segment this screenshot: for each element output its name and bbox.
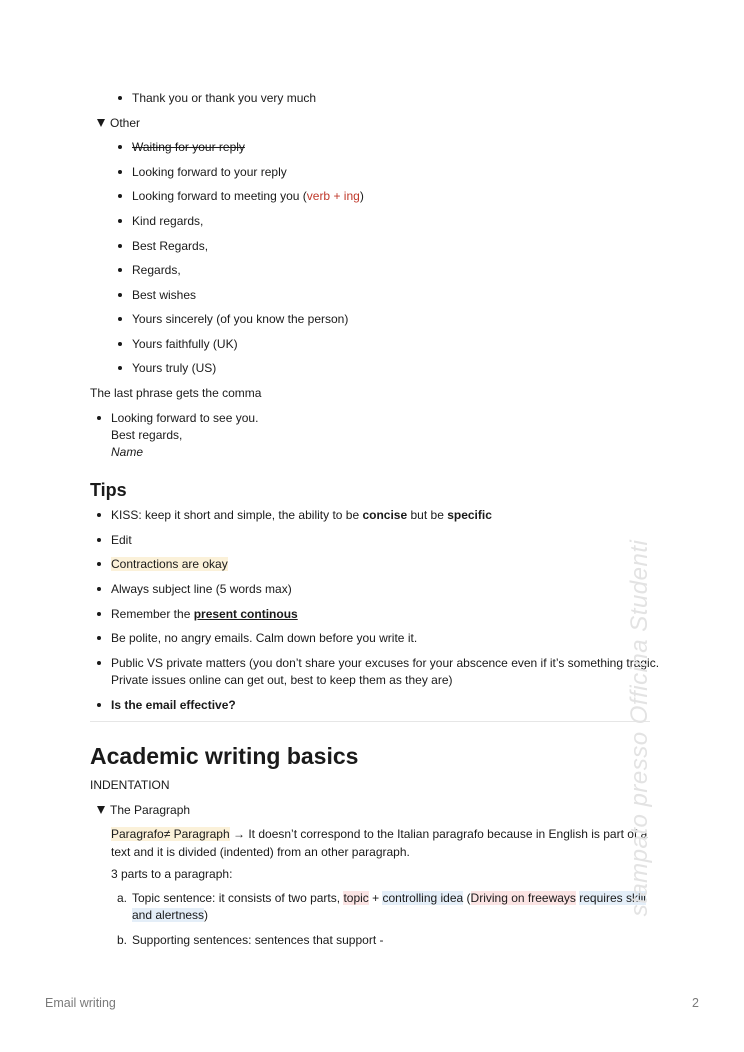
bold-text: specific [447,508,492,522]
text: → It doesn’t correspond to the Italian paragrafo because in English is part of a [229,827,648,841]
topic-highlight: topic [343,891,369,905]
triangle-down-icon[interactable] [97,806,105,814]
toggle-label: Other [110,116,141,130]
text: ) [204,908,209,922]
list-item-text: Waiting for your reply [132,140,245,154]
text: Edit [111,533,132,547]
toggle-other[interactable] [97,115,140,132]
text: Public VS private matters (you don’t share your excuses for your abscence even if it’s something tragic. [111,656,660,670]
list-item-text: Yours truly (US) [132,361,217,375]
list-item [111,581,292,598]
controlling-idea-highlight: and alertness [132,908,205,922]
paragraph-definition [111,825,647,861]
list-item-text: Looking forward to your reply [132,165,287,179]
example-line: Looking forward to see you. [111,411,259,425]
text: + [368,891,383,905]
list-item [111,630,417,647]
list-marker: b. [117,933,128,947]
list-item [111,655,659,689]
list-item [132,311,348,328]
numbered-item [132,932,384,949]
controlling-idea-highlight: controlling idea [382,891,464,905]
list-item [132,360,216,377]
parts-intro: 3 parts to a paragraph: [111,867,233,881]
watermark: stampato presso Officina Studenti [626,539,653,917]
text: ( [463,891,471,905]
highlighted-text: Contractions are okay [111,557,228,571]
verb-ing-note: verb + ing [306,189,360,203]
list-item [111,532,132,549]
highlighted-text: Paragrafo≠ Paragraph [111,827,230,841]
list-item [132,213,203,230]
toggle-paragraph[interactable] [97,802,190,819]
list-item-text: Yours sincerely (of you know the person) [132,312,349,326]
bold-underlined-text: present continous [193,607,298,621]
list-item-text: Regards, [132,263,181,277]
close-paren: ) [359,189,364,203]
list-item [111,507,492,524]
bold-text: Is the email effective? [111,698,236,712]
example-line: Name [111,445,144,459]
numbered-item [132,890,646,924]
bold-text: concise [362,508,408,522]
controlling-idea-highlight: requires skill [579,891,646,905]
list-item-text: Looking forward to meeting you ( [132,189,307,203]
toggle-label: The Paragraph [110,803,191,817]
text: Remember the [111,607,194,621]
list-item [132,287,196,304]
list-item [132,238,208,255]
divider [90,721,650,722]
list-item-text: Kind regards, [132,214,204,228]
footer-title: Email writing [45,996,116,1010]
tips-heading: Tips [90,480,127,500]
example-item [111,410,258,461]
triangle-down-icon[interactable] [97,119,105,127]
topic-highlight: Driving on freeways [470,891,576,905]
list-item [132,188,364,205]
list-item [111,697,236,714]
text: Supporting sentences: sentences that support - [132,933,384,947]
text: KISS: keep it short and simple, the ability to be [111,508,363,522]
list-item [111,556,228,573]
page-number: 2 [692,996,699,1010]
comma-note: The last phrase gets the comma [90,386,262,400]
list-item [132,164,287,181]
list-marker: a. [117,891,128,905]
text: Always subject line (5 words max) [111,582,292,596]
list-item-text: Thank you or thank you very much [132,91,317,105]
text: text and it is divided (indented) from an other paragraph. [111,845,410,859]
list-item-text: Yours faithfully (UK) [132,337,238,351]
indentation-label: INDENTATION [90,778,170,792]
text: Private issues online can get out, best to keep them as they are) [111,673,453,687]
list-item-text: Best Regards, [132,239,209,253]
list-item-text: Best wishes [132,288,197,302]
list-item [132,262,181,279]
text: Be polite, no angry emails. Calm down before you write it. [111,631,418,645]
text: but be [407,508,448,522]
text: Topic sentence: it consists of two parts, [132,891,344,905]
academic-heading: Academic writing basics [90,743,359,769]
example-line: Best regards, [111,428,183,442]
list-item [132,139,245,156]
list-item [132,336,238,353]
list-item [111,606,298,623]
list-item [132,90,316,107]
